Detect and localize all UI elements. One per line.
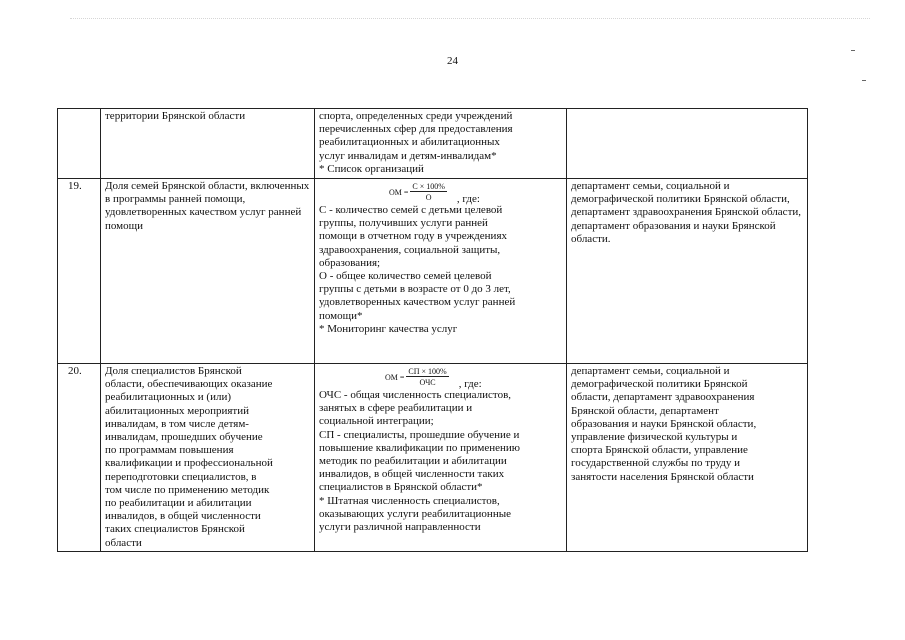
formula-numerator: С × 100% — [412, 182, 445, 191]
formula-suffix: , где: — [456, 193, 480, 205]
method-line: удовлетворенных качеством услуг ранней — [319, 296, 516, 309]
name-line: инвалидам, прошедших обучение — [105, 431, 263, 444]
method-line: О - общее количество семей целевой — [319, 270, 492, 283]
method-line: С - количество семей с детьми целевой — [319, 204, 503, 216]
method-line: здравоохранения, социальной защиты, — [319, 243, 501, 256]
name-line: области, обеспечивающих оказание — [105, 378, 273, 391]
method-line: инвалидов, в общей численности таких — [319, 468, 505, 481]
table-row-continuation — [58, 109, 808, 179]
indicator-name-cell — [101, 364, 315, 552]
name-line: реабилитационных и (или) — [105, 391, 231, 404]
responsible-line: управление физической культуры и — [571, 431, 738, 444]
table-row-19 — [58, 179, 808, 364]
responsible-line: демографической политики Брянской — [571, 378, 748, 391]
responsible-line: занятости населения Брянской области — [571, 470, 754, 483]
responsible-line: области, департамент здравоохранения — [571, 391, 755, 404]
method-line: услуг инвалидам и детям-инвалидам* — [319, 149, 497, 162]
name-line: таких специалистов Брянской — [105, 523, 245, 536]
name-line: инвалидам, в том числе детям- — [105, 417, 249, 430]
indicator-name-cell: территории Брянской области — [101, 109, 315, 179]
method-line: группы с детьми в возрасте от 0 до 3 лет, — [319, 283, 511, 296]
responsible-line: образования и науки Брянской области, — [571, 417, 757, 430]
method-line: * Мониторинг качества услуг — [319, 322, 458, 335]
method-line: помощи в отчетном году в учреждениях — [319, 230, 507, 243]
name-line: Доля специалистов Брянской — [105, 365, 242, 377]
method-line: группы, получивших услуги ранней — [319, 217, 488, 230]
name-line: квалификации и профессиональной — [105, 457, 273, 470]
name-line: по реабилитации и абилитации — [105, 497, 252, 510]
responsible-line: департамент семьи, социальной и — [571, 365, 730, 377]
method-line: услуги различной направленности — [319, 521, 481, 534]
name-line: переподготовки специалистов, в — [105, 470, 257, 483]
formula — [389, 182, 562, 204]
formula — [385, 367, 562, 389]
method-line: методик по реабилитации и абилитации — [319, 455, 507, 468]
formula-denominator: О — [425, 193, 432, 202]
responsible-line: Брянской области, департамент — [571, 404, 719, 417]
name-line: том числе по применению методик — [105, 483, 270, 496]
calculation-method-cell — [315, 109, 567, 179]
row-number-cell: 19. — [58, 179, 101, 364]
method-line: социальной интеграции; — [319, 415, 434, 428]
method-line: спорта, определенных среди учреждений — [319, 110, 513, 122]
formula-fraction — [410, 182, 447, 202]
method-line: повышение квалификации по применению — [319, 441, 520, 454]
method-line: СП - специалисты, прошедшие обучение и — [319, 428, 520, 441]
formula-lhs: ОМ = — [389, 188, 409, 197]
method-line: ОЧС - общая численность специалистов, — [319, 389, 512, 401]
formula-suffix: , где: — [458, 378, 482, 390]
name-line: абилитационных мероприятий — [105, 404, 250, 417]
responsible-cell — [567, 109, 808, 179]
calculation-method-cell — [315, 179, 567, 364]
method-line: специалистов в Брянской области* — [319, 481, 483, 494]
name-line: инвалидов, в общей численности — [105, 510, 261, 523]
calculation-method-cell — [315, 364, 567, 552]
scan-mark — [851, 50, 855, 51]
responsible-cell: департамент семьи, социальной и демографической политики Брянской области, департамент здравоохранения Брянской области, департамент образования и науки Брянской области. — [567, 179, 808, 364]
formula-fraction — [406, 367, 448, 387]
row-number-cell — [58, 109, 101, 179]
method-line: * Список организаций — [319, 162, 424, 175]
method-line: * Штатная численность специалистов, — [319, 494, 500, 507]
responsible-line: государственной службы по труду и — [571, 457, 741, 470]
formula-denominator: ОЧС — [419, 378, 436, 387]
name-line: по программам повышения — [105, 444, 234, 457]
table-row-20 — [58, 364, 808, 552]
formula-numerator: СП × 100% — [408, 367, 447, 376]
method-line: оказывающих услуги реабилитационные — [319, 507, 511, 520]
row-number-cell: 20. — [58, 364, 101, 552]
method-line: перечисленных сфер для предоставления — [319, 123, 513, 136]
indicator-name-cell: Доля семей Брянской области, включенных в программы ранней помощи, удовлетворенных качеством услуг ранней помощи — [101, 179, 315, 364]
responsible-cell — [567, 364, 808, 552]
page-number: 24 — [447, 55, 458, 67]
scan-mark — [862, 80, 866, 81]
responsible-line: спорта Брянской области, управление — [571, 444, 748, 457]
method-line: реабилитационных и абилитационных — [319, 136, 500, 149]
formula-lhs: ОМ = — [385, 373, 405, 382]
method-line: помощи* — [319, 309, 363, 322]
scan-noise-line — [70, 18, 870, 20]
method-line: занятых в сфере реабилитации и — [319, 402, 473, 415]
method-line: образования; — [319, 256, 381, 269]
indicators-table — [57, 108, 808, 552]
name-line: области — [105, 536, 142, 549]
